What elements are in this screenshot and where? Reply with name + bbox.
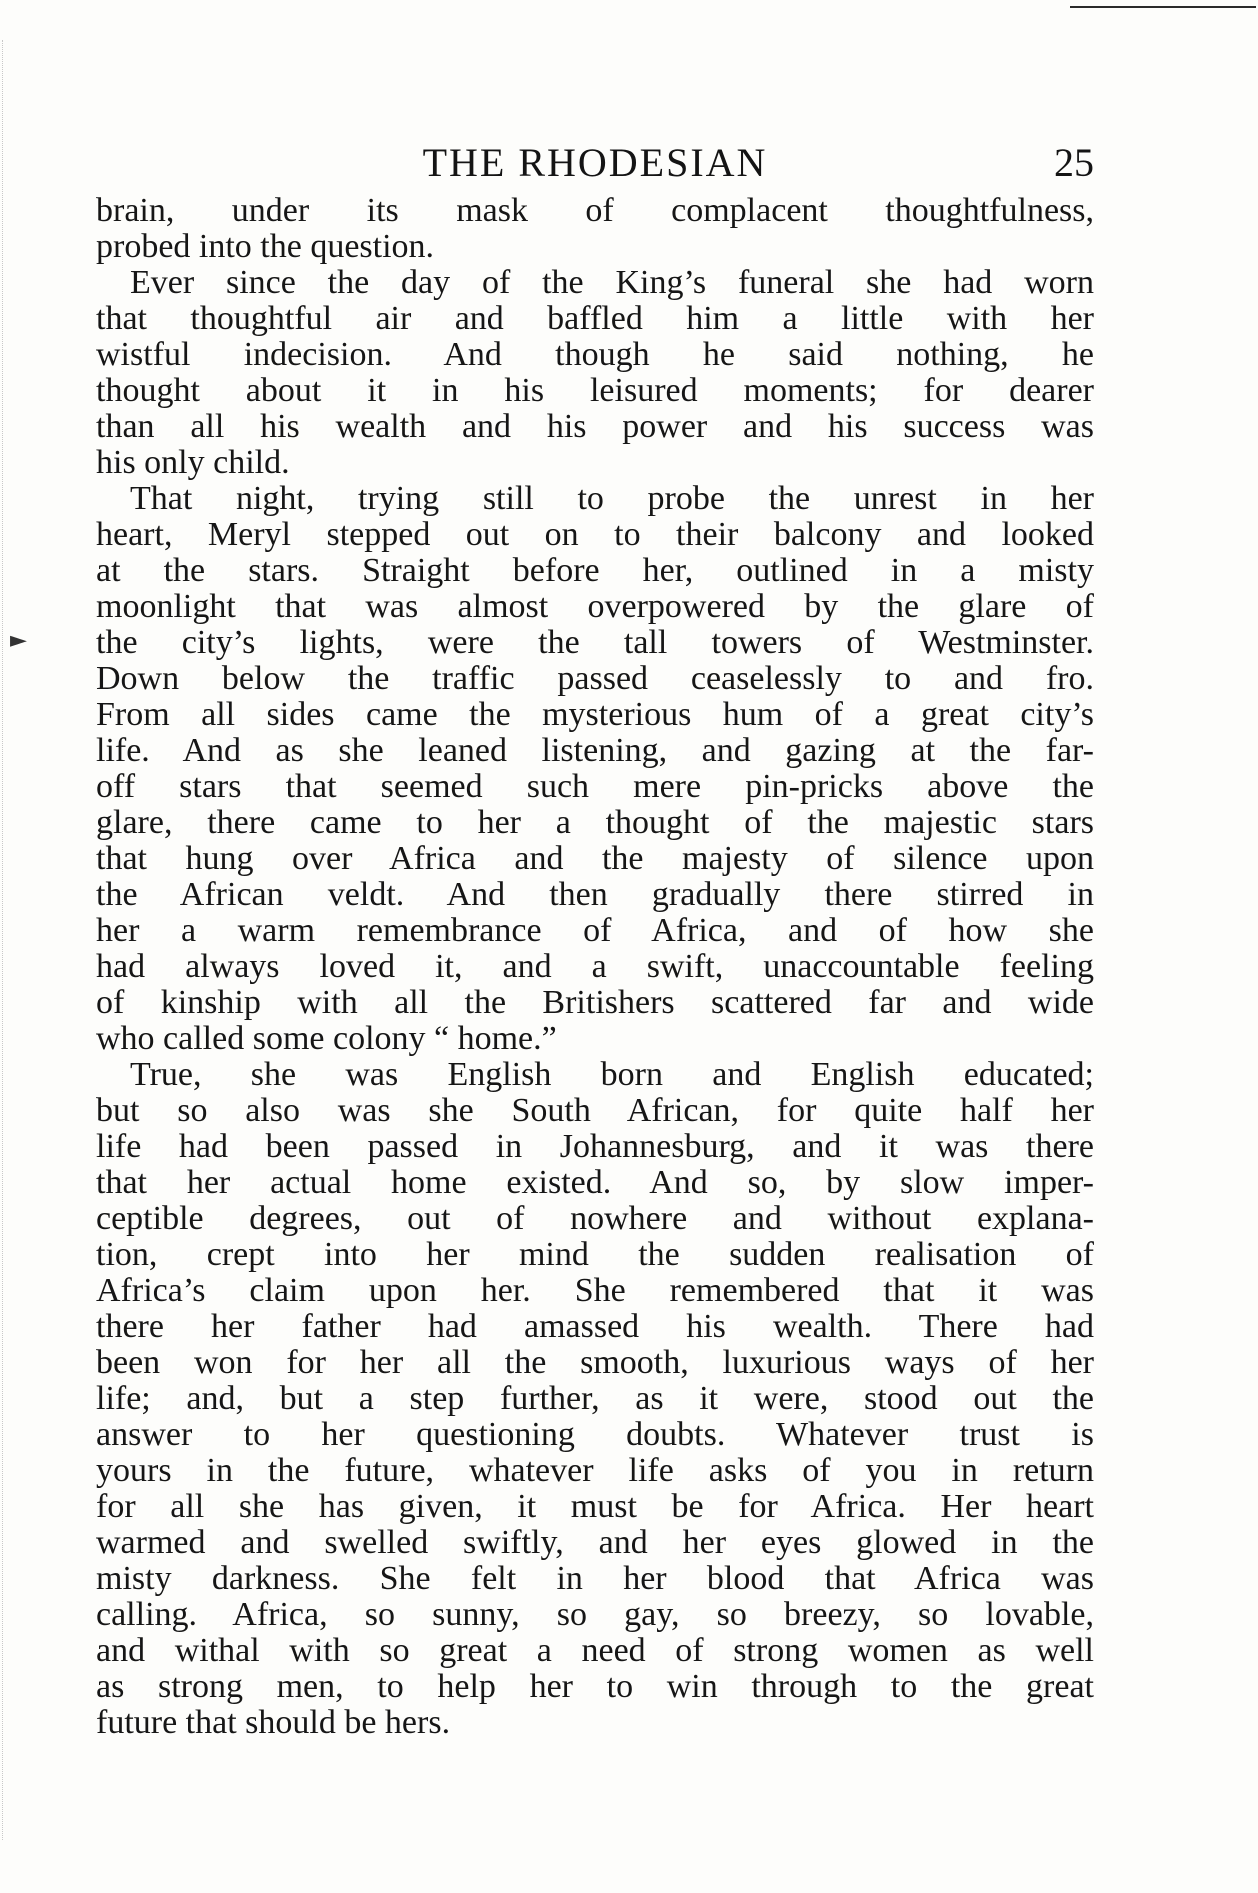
text-line: yours in the future, whatever life asks of you in return (96, 1452, 1094, 1489)
text-line: future that should be hers. (96, 1704, 451, 1741)
running-head (96, 140, 1094, 186)
text-line: his only child. (96, 444, 290, 481)
text-line: at the stars. Straight before her, outlined in a misty (96, 552, 1094, 589)
text-line: That night, trying still to probe the unrest in her (130, 480, 1094, 517)
text-line: the African veldt. And then gradually there stirred in (96, 876, 1094, 913)
text-line: Ever since the day of the King’s funeral she had worn (130, 264, 1094, 301)
page-edge-specks (2, 40, 17, 1840)
text-line: had always loved it, and a swift, unaccountable feeling (96, 948, 1094, 985)
text-line: probed into the question. (96, 228, 435, 265)
text-line: that thoughtful air and baffled him a little with her (96, 300, 1094, 337)
text-line: glare, there came to her a thought of the majestic stars (96, 804, 1094, 841)
text-line: tion, crept into her mind the sudden realisation of (96, 1236, 1094, 1273)
text-line: From all sides came the mysterious hum of a great city’s (96, 696, 1094, 733)
text-line: Down below the traffic passed ceaselessly to and fro. (96, 660, 1094, 697)
text-line: that hung over Africa and the majesty of silence upon (96, 840, 1094, 877)
page-number: 25 (1054, 140, 1094, 185)
text-line: of kinship with all the Britishers scattered far and wide (96, 984, 1094, 1021)
text-line: life; and, but a step further, as it were, stood out the (96, 1380, 1094, 1417)
text-line: that her actual home existed. And so, by slow imper- (96, 1164, 1094, 1201)
margin-arrow-mark: ► (10, 628, 27, 653)
text-line: True, she was English born and English educated; (130, 1056, 1094, 1093)
text-line: misty darkness. She felt in her blood that Africa was (96, 1560, 1094, 1597)
text-line: who called some colony “ home.” (96, 1020, 557, 1057)
text-line: Africa’s claim upon her. She remembered that it was (96, 1272, 1094, 1309)
text-line: wistful indecision. And though he said nothing, he (96, 336, 1094, 373)
text-line: for all she has given, it must be for Africa. Her heart (96, 1488, 1094, 1525)
text-line: life had been passed in Johannesburg, and it was there (96, 1128, 1094, 1165)
text-line: moonlight that was almost overpowered by the glare of (96, 588, 1094, 625)
text-line: warmed and swelled swiftly, and her eyes glowed in the (96, 1524, 1094, 1561)
text-line: ceptible degrees, out of nowhere and without explana- (96, 1200, 1094, 1237)
text-line: and withal with so great a need of strong women as well (96, 1632, 1094, 1669)
text-line: thought about it in his leisured moments; for dearer (96, 372, 1094, 409)
text-line: there her father had amassed his wealth. There had (96, 1308, 1094, 1345)
body-text (96, 193, 1094, 1741)
paragraph (96, 193, 1094, 265)
text-line: brain, under its mask of complacent thoughtfulness, (96, 192, 1094, 229)
text-line: her a warm remembrance of Africa, and of how she (96, 912, 1094, 949)
paragraph (96, 1057, 1094, 1741)
running-title: THE RHODESIAN (422, 140, 768, 185)
text-line: as strong men, to help her to win through to the great (96, 1668, 1094, 1705)
text-line: but so also was she South African, for quite half her (96, 1092, 1094, 1129)
top-rule (1070, 6, 1256, 8)
text-line: than all his wealth and his power and his success was (96, 408, 1094, 445)
paragraph (96, 481, 1094, 1057)
text-line: the city’s lights, were the tall towers of Westminster. (96, 624, 1094, 661)
paragraph (96, 265, 1094, 481)
text-line: calling. Africa, so sunny, so gay, so breezy, so lovable, (96, 1596, 1094, 1633)
text-line: life. And as she leaned listening, and gazing at the far- (96, 732, 1094, 769)
text-line: heart, Meryl stepped out on to their balcony and looked (96, 516, 1094, 553)
text-line: off stars that seemed such mere pin-pricks above the (96, 768, 1094, 805)
text-line: been won for her all the smooth, luxurious ways of her (96, 1344, 1094, 1381)
text-line: answer to her questioning doubts. Whatever trust is (96, 1416, 1094, 1453)
